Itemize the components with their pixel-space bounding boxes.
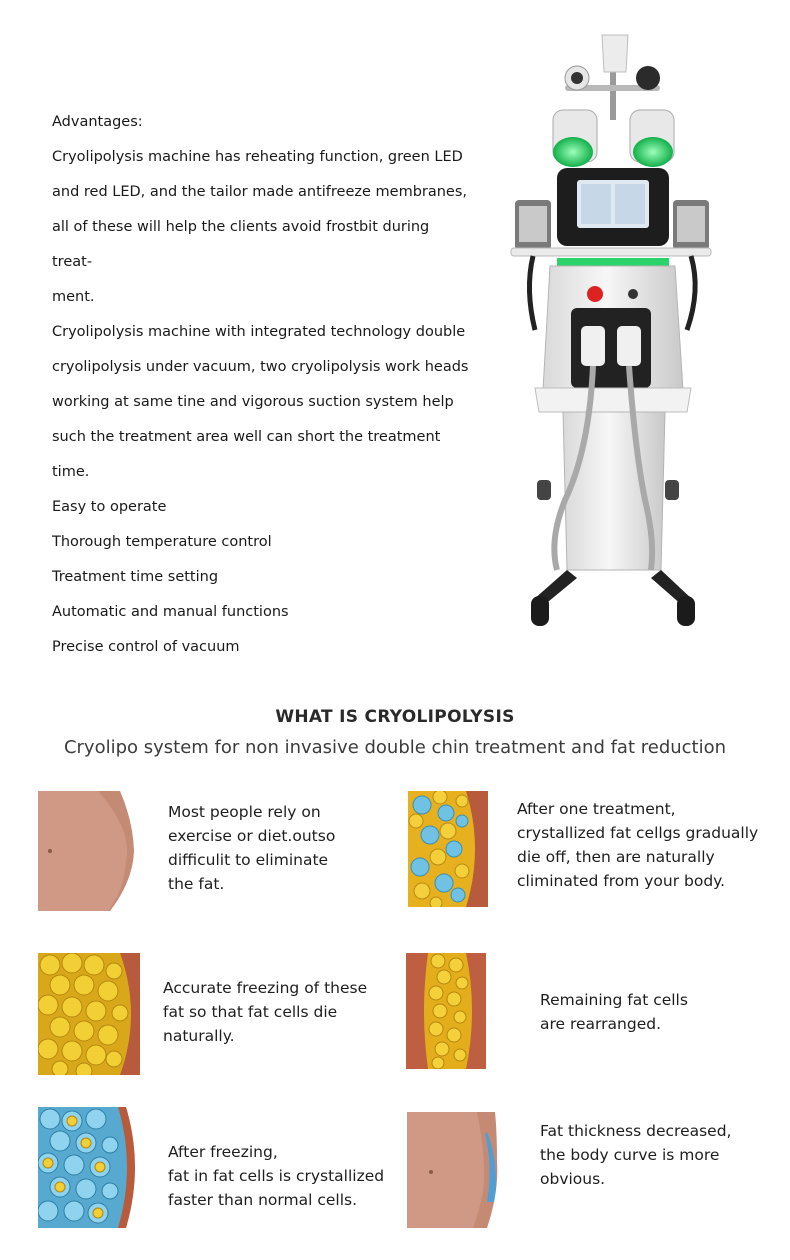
frozen-fat-cells-image (38, 1107, 153, 1228)
step-2-line: climinated from your body. (517, 872, 726, 890)
step-5-text (168, 1140, 384, 1212)
step-3-text (163, 976, 367, 1048)
thin-fat-layer-image (406, 953, 486, 1069)
cryolipolysis-machine-image (505, 30, 720, 630)
step-1-line: exercise or diet.outso (168, 827, 336, 845)
advantages-line: Cryolipolysis machine with integrated technology double (52, 324, 466, 340)
step-2-text (517, 797, 758, 893)
advantages-line: all of these will help the clients avoid frostbit during treat- (52, 219, 430, 270)
advantages-line: ment. (52, 289, 95, 305)
step-2-line: crystallized fat cellgs gradually (517, 824, 759, 842)
step-4-line: Remaining fat cells (540, 991, 688, 1009)
step-3-line: fat so that fat cells die (163, 1003, 338, 1021)
step-3-line: naturally. (163, 1027, 235, 1045)
step-1-text (168, 800, 335, 896)
section-title: WHAT IS CRYOLIPOLYSIS (275, 707, 515, 727)
step-2-line: After one treatment, (517, 800, 676, 818)
section-subtitle: Cryolipo system for non invasive double chin treatment and fat reduction (63, 737, 727, 758)
advantages-text (52, 105, 472, 665)
step-1-line: Most people rely on (168, 803, 321, 821)
slim-belly-side-view-image (407, 1112, 503, 1228)
step-1-line: difficulit to eliminate (168, 851, 329, 869)
step-3-line: Accurate freezing of these (163, 979, 368, 997)
step-6-line: obvious. (540, 1170, 606, 1188)
advantages-line: time. (52, 464, 90, 480)
step-1-line: the fat. (168, 875, 225, 893)
feature-item: Precise control of vacuum (52, 639, 240, 655)
feature-item: Automatic and manual functions (52, 604, 289, 620)
step-5-line: fat in fat cells is crystallized (168, 1167, 385, 1185)
step-4-text (540, 988, 688, 1036)
step-6-line: Fat thickness decreased, (540, 1122, 732, 1140)
advantages-line: working at same tine and vigorous suction system help (52, 394, 454, 410)
advantages-line: Cryolipolysis machine has reheating function, green LED (52, 149, 463, 165)
advantages-line: cryolipolysis under vacuum, two cryolipolysis work heads (52, 359, 469, 375)
step-5-line: After freezing, (168, 1143, 278, 1161)
step-2-line: die off, then are naturally (517, 848, 715, 866)
mixed-fat-cells-image (408, 791, 488, 907)
step-6-text (540, 1119, 731, 1191)
step-6-line: the body curve is more (540, 1146, 720, 1164)
step-5-line: faster than normal cells. (168, 1191, 358, 1209)
advantages-line: such the treatment area well can short the treatment (52, 429, 441, 445)
belly-side-view-image (38, 791, 153, 911)
yellow-fat-cells-image (38, 953, 140, 1075)
step-4-line: are rearranged. (540, 1015, 661, 1033)
advantages-line: and red LED, and the tailor made antifreeze membranes, (52, 184, 468, 200)
feature-item: Thorough temperature control (52, 534, 272, 550)
feature-item: Treatment time setting (52, 569, 219, 585)
advantages-heading: Advantages: (52, 114, 143, 130)
feature-item: Easy to operate (52, 499, 167, 515)
